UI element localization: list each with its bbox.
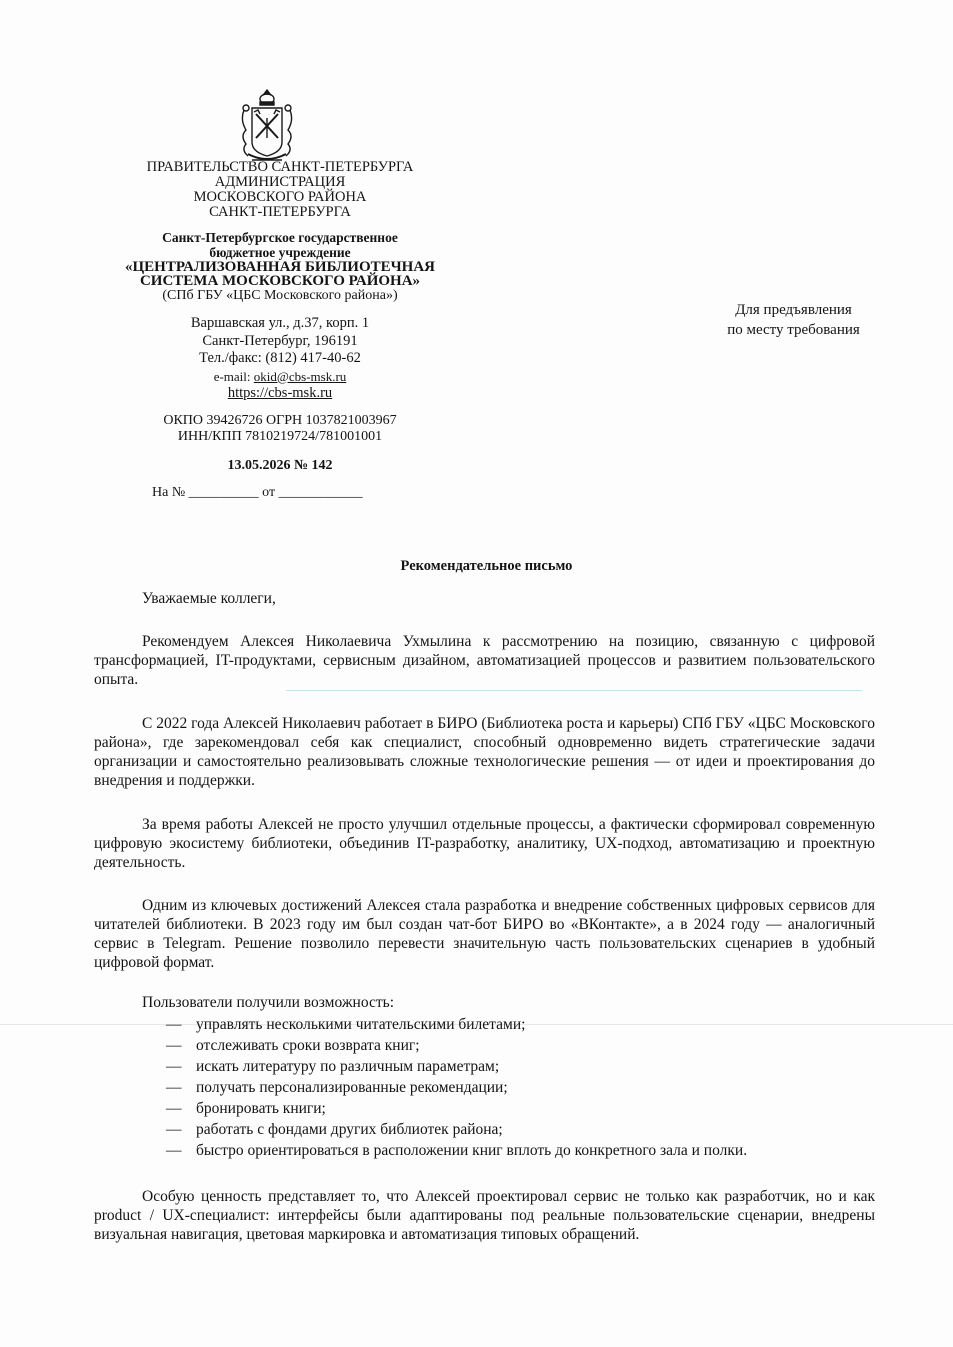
gov-line: ПРАВИТЕЛЬСТВО САНКТ-ПЕТЕРБУРГА (146, 159, 414, 175)
address-line: Санкт-Петербург, 196191 (202, 332, 358, 349)
dash-bullet: — (166, 1079, 182, 1096)
government-name (100, 160, 460, 220)
body-paragraph: Рекомендуем Алексея Николаевича Ухмылина к рассмотрению на позицию, связанную с цифровой трансформацией, IT-продуктами, сервисным дизайном, автоматизацией процессов и развитием пользовательского опыта. (94, 633, 875, 688)
list-item (166, 1098, 747, 1119)
dash-bullet: — (166, 1121, 182, 1138)
gov-line: МОСКОВСКОГО РАЙОНА (193, 189, 367, 205)
letter-title: Рекомендательное письмо (400, 558, 573, 574)
list-item-text: управлять несколькими читательскими билетами; (196, 1016, 526, 1033)
list-item (166, 1035, 747, 1056)
body-paragraph: С 2022 года Алексей Николаевич работает в БИРО (Библиотека роста и карьеры) СПб ГБУ «ЦБС Московского района», где зарекомендовал себя как специалист, способный одновременно видеть стратегические задачи организации и самостоятельно реализовывать сложные технологические решения — от идеи и проектирования до внедрения и поддержки. (94, 715, 875, 789)
dash-bullet: — (166, 1142, 182, 1159)
website-link[interactable]: https://cbs-msk.ru (227, 385, 333, 401)
list-item (166, 1014, 747, 1035)
list-item (166, 1119, 747, 1140)
codes-line: ОКПО 39426726 ОГРН 1037821003967 (163, 412, 397, 428)
list-intro: Пользователи получили возможность: (142, 994, 395, 1011)
list-item-text: работать с фондами других библиотек района; (196, 1121, 503, 1138)
body-paragraph: За время работы Алексей не просто улучшил отдельные процессы, а фактически сформировал современную цифровую экосистему библиотеки, объединив IT-разработку, аналитику, UX-подход, автоматизацию и проектную деятельность. (94, 816, 875, 871)
org-short-name: (СПб ГБУ «ЦБС Московского района») (162, 288, 398, 303)
addressee-line: по месту требования (727, 322, 860, 338)
gov-line: АДМИНИСТРАЦИЯ (214, 174, 346, 190)
list-item (166, 1140, 747, 1161)
list-item-text: бронировать книги; (196, 1100, 326, 1117)
email-line (100, 368, 460, 386)
list-item-text: быстро ориентироваться в расположении книг вплоть до конкретного зала и полки. (196, 1142, 748, 1159)
email-label: e-mail: (213, 368, 254, 384)
list-item (166, 1077, 747, 1098)
contact-block (100, 315, 460, 403)
dash-bullet: — (166, 1016, 182, 1033)
body-paragraph: Одним из ключевых достижений Алексея стала разработка и внедрение собственных цифровых сервисов для читателей библиотеки. В 2023 году им был создан чат-бот БИРО во «ВКонтакте», а в 2024 году — аналогичный сервис в Telegram. Решение позволило перевести значительную часть пользовательских сценариев в удобный цифровой формат. (94, 897, 875, 971)
org-name-line: Санкт-Петербургское государственное (162, 230, 398, 245)
spb-coat-of-arms-icon (238, 88, 296, 168)
org-name-line: «ЦЕНТРАЛИЗОВАННАЯ БИБЛИОТЕЧНАЯ (125, 259, 435, 275)
scan-artifact-line (286, 690, 862, 691)
address-line: Варшавская ул., д.37, корп. 1 (190, 315, 370, 331)
org-name-line: бюджетное учреждение (209, 245, 351, 260)
greeting: Уважаемые коллеги, (142, 590, 276, 607)
registry-codes (100, 413, 460, 445)
codes-line: ИНН/КПП 7810219724/781001001 (177, 428, 383, 444)
list-item-text: отслеживать сроки возврата книг; (196, 1037, 420, 1054)
list-item-text: получать персонализированные рекомендации; (196, 1079, 508, 1096)
list-item-text: искать литературу по различным параметрам; (196, 1058, 500, 1075)
org-name-line: СИСТЕМА МОСКОВСКОГО РАЙОНА» (139, 273, 421, 289)
addressee (696, 300, 891, 340)
email-link[interactable]: okid@cbs-msk.ru (253, 368, 347, 384)
letterhead (100, 159, 460, 500)
gov-line: САНКТ-ПЕТЕРБУРГА (209, 204, 351, 220)
list-item (166, 1056, 747, 1077)
dash-bullet: — (166, 1100, 182, 1117)
outgoing-number: 13.05.2026 № 142 (227, 458, 333, 473)
phone-line: Тел./факс: (812) 417-40-62 (199, 350, 361, 366)
body-paragraph: Особую ценность представляет то, что Алексей проектировал сервис не только как разработчик, но и как product / UX-специалист: интерфейсы были адаптированы под реальные пользовательские сценарии, внедрены визуальная навигация, цветовая маркировка и автоматизация типовых обращений. (94, 1188, 875, 1243)
addressee-line: Для предъявления (735, 302, 852, 318)
incoming-reference: На № __________ от ____________ (152, 485, 363, 500)
capabilities-list (166, 1014, 747, 1161)
dash-bullet: — (166, 1037, 182, 1054)
dash-bullet: — (166, 1058, 182, 1075)
